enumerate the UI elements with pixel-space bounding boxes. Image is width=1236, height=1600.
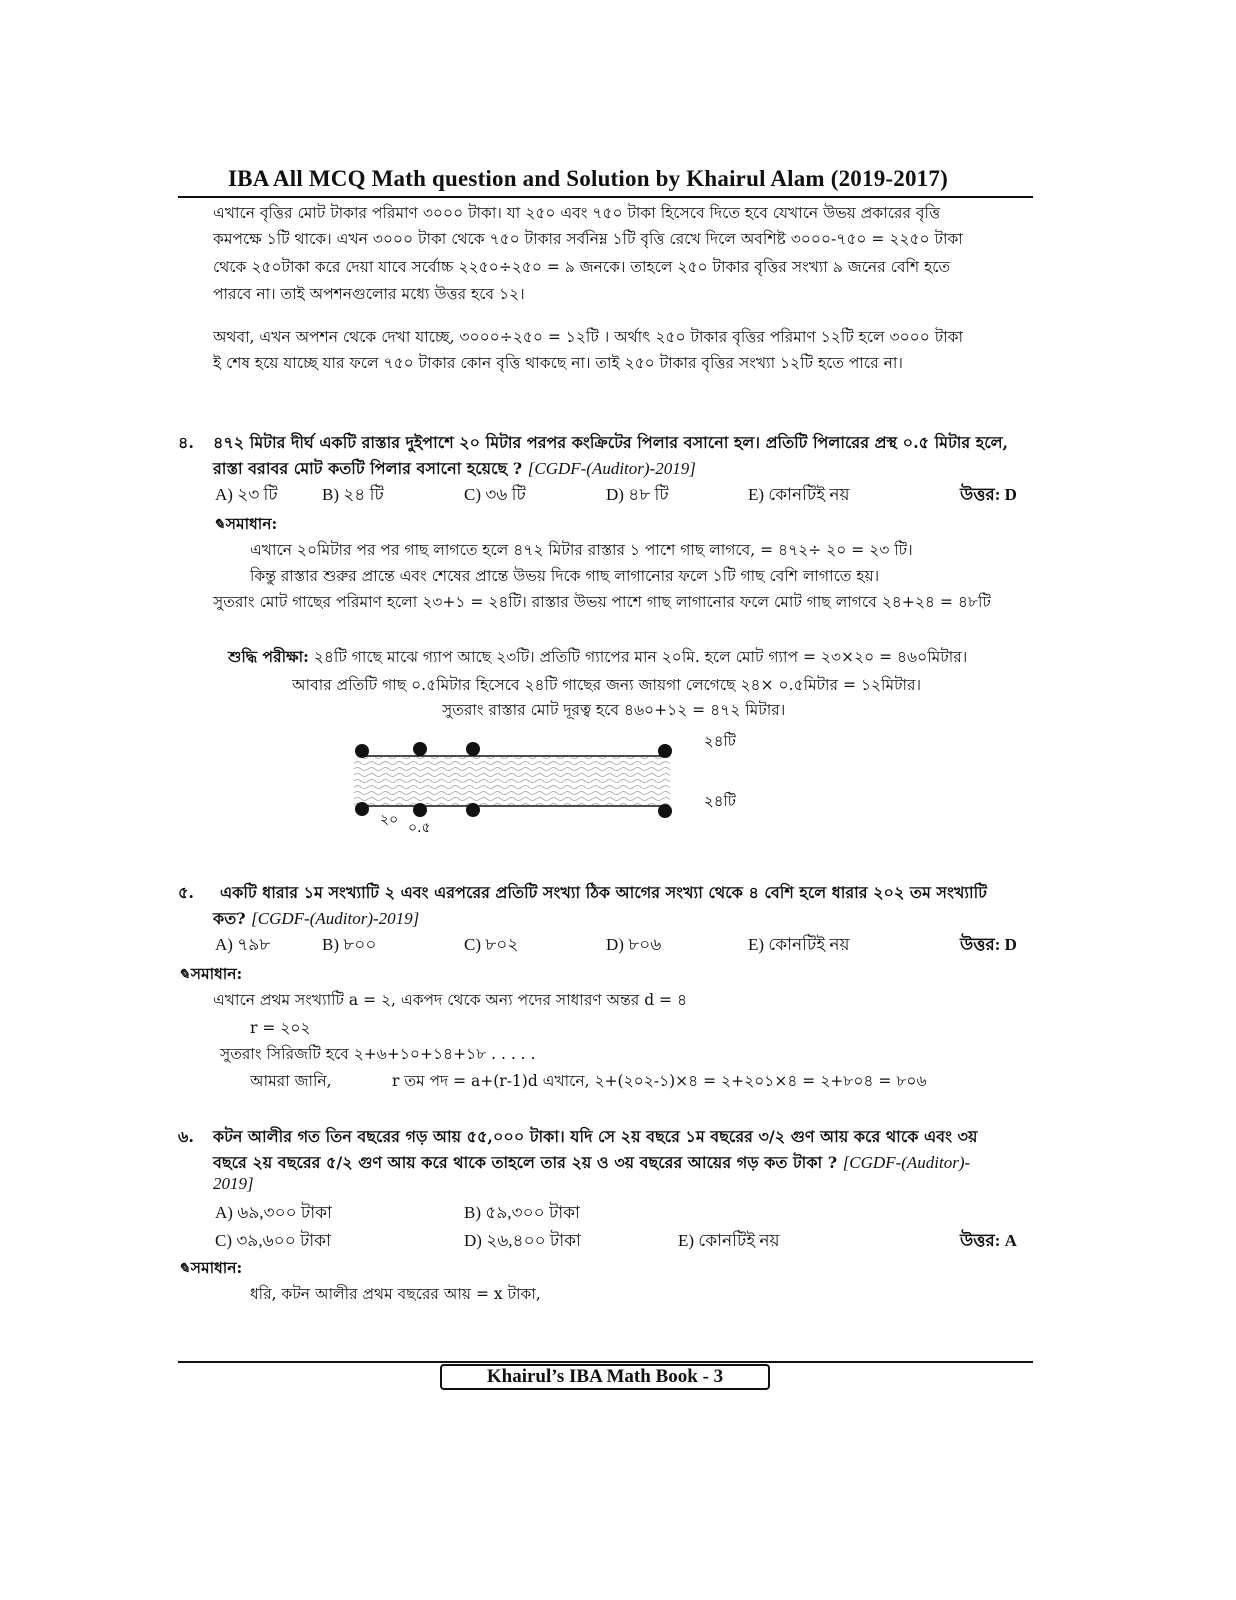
q4-check-line-3: সুতরাং রাস্তার মোট দূরত্ব হবে ৪৬০+১২ = ৪৭২ মিটার। bbox=[442, 701, 786, 719]
pillar-dot bbox=[413, 742, 427, 756]
footer-rule bbox=[178, 1361, 1033, 1363]
pillar-dot bbox=[413, 803, 427, 817]
header-rule bbox=[178, 196, 1033, 198]
pillar-dot bbox=[355, 802, 369, 816]
q5-option-c: C) ৮০২ bbox=[464, 935, 519, 954]
q4-option-c: C) ৩৬ টি bbox=[464, 485, 526, 504]
q5-solution-line-1: এখানে প্রথম সংখ্যাটি a = ২, একপদ থেকে অন্য পদের সাধারণ অন্তর d = ৪ bbox=[213, 991, 688, 1009]
q4-solution-line-1: এখানে ২০মিটার পর পর গাছ লাগতে হলে ৪৭২ মিটার রাস্তার ১ পাশে গাছ লাগবে, = ৪৭২÷ ২০ = ২৩ টি। bbox=[250, 541, 913, 559]
pencil-icon: ✎ bbox=[178, 967, 190, 983]
q5-citation: [CGDF-(Auditor)-2019] bbox=[251, 909, 420, 928]
q6-citation-cont: 2019] bbox=[213, 1174, 254, 1193]
q4-option-a: A) ২৩ টি bbox=[215, 485, 278, 504]
q5-option-d: D) ৮০৬ bbox=[606, 935, 662, 954]
q4-option-e: E) কোনটিই নয় bbox=[748, 485, 850, 504]
q5-option-e: E) কোনটিই নয় bbox=[748, 935, 850, 954]
q6-solution-label: ✎সমাধান: bbox=[178, 1258, 243, 1277]
page-title: IBA All MCQ Math question and Solution by Khairul Alam (2019-2017) bbox=[228, 166, 948, 191]
intro-line-2: কমপক্ষে ১টি থাকে। এখন ৩০০০ টাকা থেকে ৭৫০ টাকার সর্বনিম্ন ১টি বৃত্তি রেখে দিলে অবশিষ্ট ৩০০০-৭৫০ = ২২৫০ টাকা bbox=[213, 230, 963, 248]
intro-line-1: এখানে বৃত্তির মোট টাকার পরিমাণ ৩০০০ টাকা। যা ২৫০ এবং ৭৫০ টাকা হিসেবে দিতে হবে যেখানে উভয় প্রকারের বৃত্তি bbox=[213, 204, 941, 222]
q5-solution-line-4a: আমরা জানি, bbox=[250, 1072, 332, 1090]
q4-option-b: B) ২৪ টি bbox=[322, 485, 384, 504]
pencil-icon: ✎ bbox=[178, 1261, 190, 1277]
pillar-dot bbox=[466, 803, 480, 817]
q4-solution-line-2: কিন্তু রাস্তার শুরুর প্রান্তে এবং শেষের প্রান্তে উভয় দিকে গাছ লাগানোর ফলে ১টি গাছ বেশি লাগাতে হয়। bbox=[250, 567, 880, 585]
q4-number: ৪. bbox=[178, 433, 194, 452]
q6-option-d: D) ২৬,৪০০ টাকা bbox=[464, 1231, 581, 1250]
q6-option-b: B) ৫৯,৩০০ টাকা bbox=[464, 1203, 580, 1222]
q6-option-e: E) কোনটিই নয় bbox=[678, 1231, 780, 1250]
q4-solution-line-3: সুতরাং মোট গাছের পরিমাণ হলো ২৩+১ = ২৪টি। রাস্তার উভয় পাশে গাছ লাগানোর ফলে মোট গাছ লাগবে ২৪+২৪ = ৪৮টি bbox=[213, 593, 991, 611]
q5-answer: উত্তর: D bbox=[960, 935, 1017, 954]
pencil-icon: ✎ bbox=[213, 517, 225, 533]
intro-alt-line-2: ই শেষ হয়ে যাচ্ছে যার ফলে ৭৫০ টাকার কোন বৃত্তি থাকছে না। তাই ২৫০ টাকার বৃত্তির সংখ্যা ১২টি হতে পারে না। bbox=[213, 354, 903, 372]
pillar-dot bbox=[658, 744, 672, 758]
q6-option-a: A) ৬৯,৩০০ টাকা bbox=[215, 1203, 332, 1222]
intro-line-4: পারবে না। তাই অপশনগুলোর মধ্যে উত্তর হবে ১২। bbox=[213, 285, 525, 303]
diagram-bottom-count: ২৪টি bbox=[704, 792, 736, 810]
q4-text-line-1: ৪৭২ মিটার দীর্ঘ একটি রাস্তার দুইপাশে ২০ মিটার পরপর কংক্রিটের পিলার বসানো হল। প্রতিটি পিলারের প্রস্থ ০.৫ মিটার হলে, bbox=[213, 433, 1009, 452]
q5-solution-label: ✎সমাধান: bbox=[178, 964, 243, 983]
pillar-dot bbox=[658, 804, 672, 818]
diagram-top-count: ২৪টি bbox=[704, 732, 736, 750]
q5-option-b: B) ৮০০ bbox=[322, 935, 377, 954]
q5-solution-line-2: r = ২০২ bbox=[250, 1019, 311, 1037]
q6-citation: [CGDF-(Auditor)- bbox=[842, 1153, 971, 1172]
q5-solution-line-3: সুতরাং সিরিজটি হবে ২+৬+১০+১৪+১৮ . . . . . bbox=[220, 1045, 536, 1063]
q4-text-line-2: রাস্তা বরাবর মোট কতটি পিলার বসানো হয়েছে ? [CGDF-(Auditor)-2019] bbox=[213, 459, 696, 478]
q6-solution-line-1: ধরি, কটন আলীর প্রথম বছরের আয় = x টাকা, bbox=[250, 1285, 541, 1303]
q4-solution-label: ✎সমাধান: bbox=[213, 514, 278, 533]
footer-book-label: Khairul’s IBA Math Book - 3 bbox=[440, 1364, 770, 1390]
intro-alt-line-1: অথবা, এখন অপশন থেকে দেখা যাচ্ছে, ৩০০০÷২৫০ = ১২টি । অর্থাৎ ২৫০ টাকার বৃত্তির পরিমাণ ১২টি হলে ৩০০০ টাকা bbox=[213, 328, 964, 346]
diagram-width-label: ০.৫ bbox=[408, 820, 431, 836]
q6-number: ৬. bbox=[178, 1127, 194, 1146]
pillar-dot bbox=[355, 744, 369, 758]
intro-line-3: থেকে ২৫০টাকা করে দেয়া যাবে সর্বোচ্চ ২২৫০÷২৫০ = ৯ জনকে। তাহলে ২৫০ টাকার বৃত্তির সংখ্যা ৯ জনের বেশি হতে bbox=[213, 258, 951, 276]
q5-option-a: A) ৭৯৮ bbox=[215, 935, 271, 954]
q5-text-line-1: একটি ধারার ১ম সংখ্যাটি ২ এবং এরপরের প্রতিটি সংখ্যা ঠিক আগের সংখ্যা থেকে ৪ বেশি হলে ধারার ২০২ তম সংখ্যাটি bbox=[220, 883, 987, 902]
q5-text-line-2: কত? [CGDF-(Auditor)-2019] bbox=[213, 909, 420, 928]
q5-solution-line-4b: r তম পদ = a+(r-1)d এখানে, ২+(২০২-১)×৪ = ২+২০১×৪ = ২+৮০৪ = ৮০৬ bbox=[392, 1072, 927, 1090]
q4-citation: [CGDF-(Auditor)-2019] bbox=[527, 459, 696, 478]
pillar-dot bbox=[466, 742, 480, 756]
q4-answer: উত্তর: D bbox=[960, 485, 1017, 504]
q5-number: ৫. bbox=[178, 883, 194, 902]
q6-option-c: C) ৩৯,৬০০ টাকা bbox=[215, 1231, 332, 1250]
q4-check-line-1: শুদ্ধি পরীক্ষা: ২৪টি গাছে মাঝে গ্যাপ আছে ২৩টি। প্রতিটি গ্যাপের মান ২০মি. হলে মোট গ্যাপ = ২৩×২০ = ৪৬০মিটার। bbox=[228, 647, 968, 666]
q6-text-line-1: কটন আলীর গত তিন বছরের গড় আয় ৫৫,০০০ টাকা। যদি সে ২য় বছরে ১ম বছরের ৩/২ গুণ আয় করে থাকে এবং ৩য় bbox=[213, 1127, 978, 1146]
q4-check-line-2: আবার প্রতিটি গাছ ০.৫মিটার হিসেবে ২৪টি গাছের জন্য জায়গা লেগেছে ২৪× ০.৫মিটার = ১২মিটার। bbox=[292, 676, 922, 694]
diagram-gap-label: ২০ bbox=[380, 812, 399, 828]
q4-option-d: D) ৪৮ টি bbox=[606, 485, 669, 504]
road-surface bbox=[354, 757, 670, 805]
q6-answer: উত্তর: A bbox=[960, 1231, 1017, 1250]
road-pillar-diagram bbox=[340, 724, 760, 844]
q6-text-line-2: বছরে ২য় বছরের ৫/২ গুণ আয় করে থাকে তাহলে তার ২য় ও ৩য় বছরের আয়ের গড় কত টাকা ? [CGDF-(Auditor)- bbox=[213, 1153, 971, 1172]
